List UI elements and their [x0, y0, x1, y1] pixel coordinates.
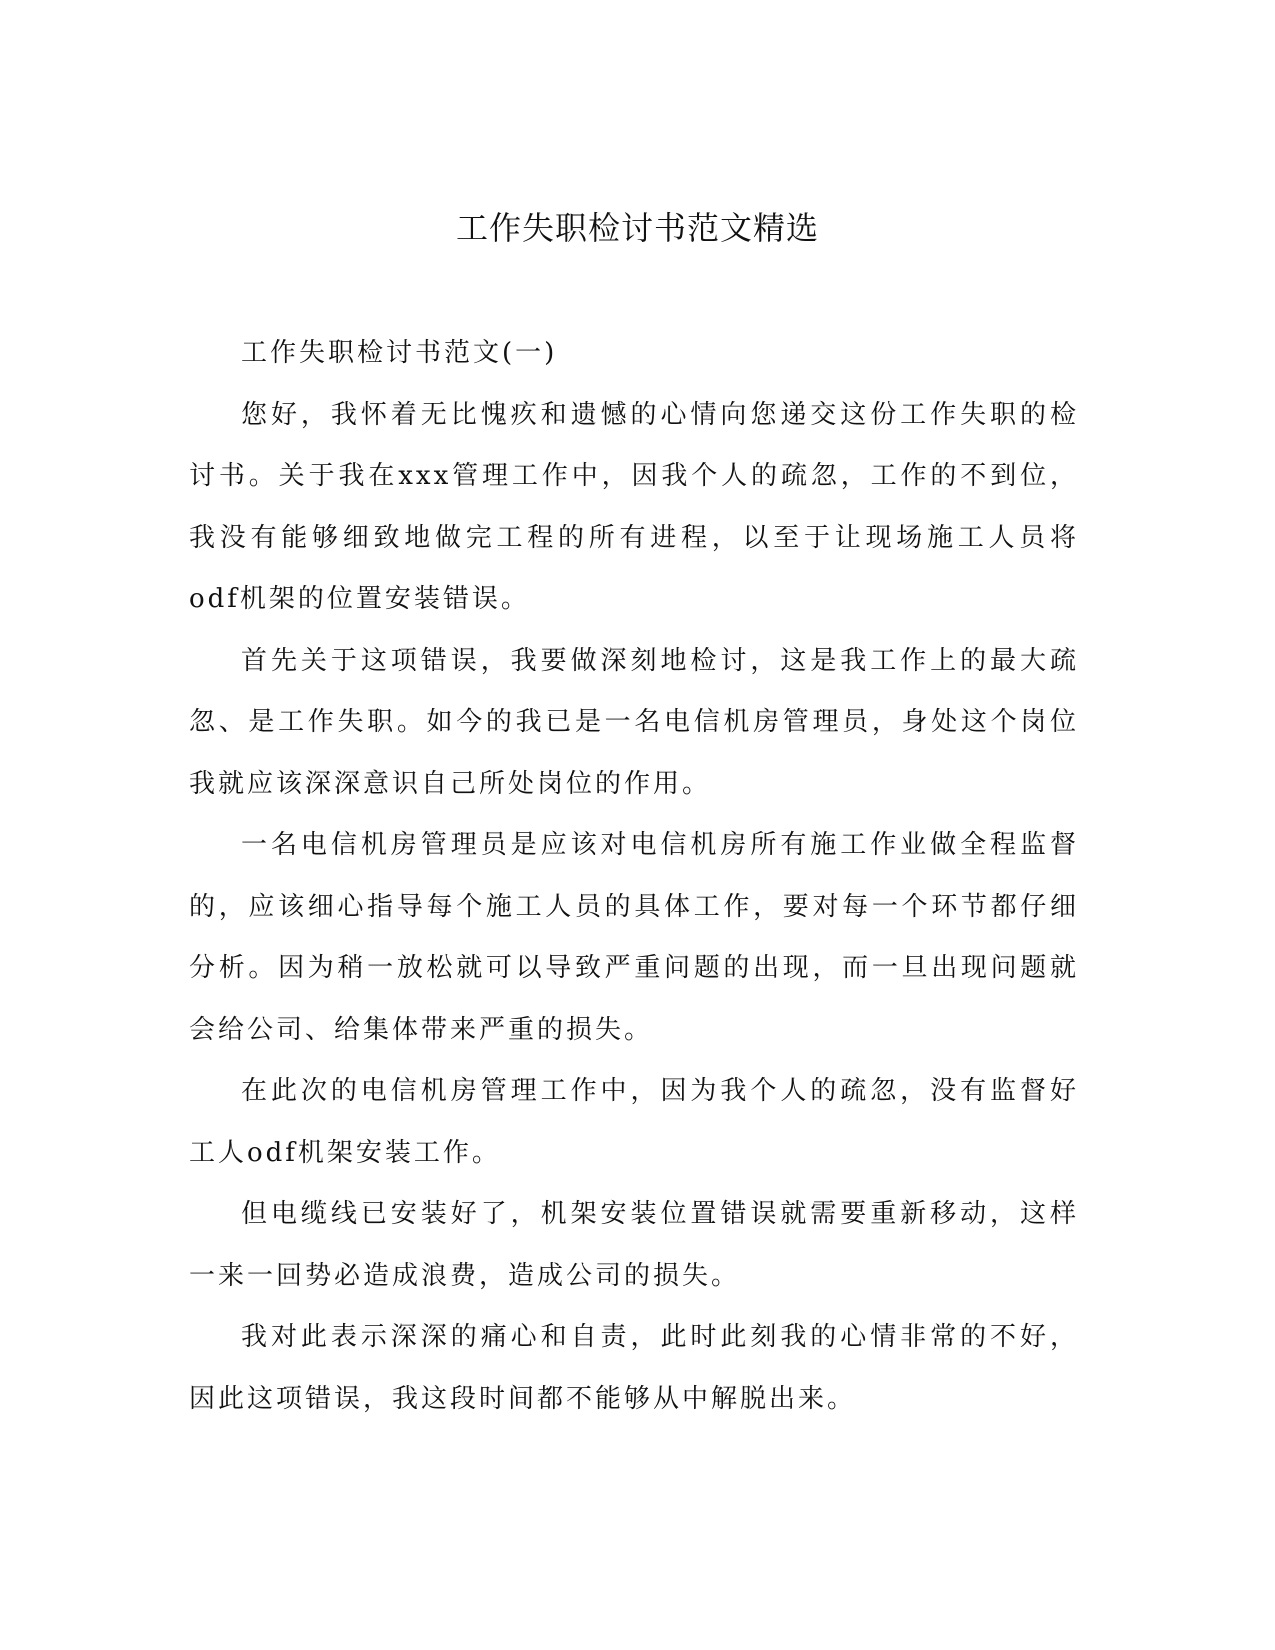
paragraph: 我对此表示深深的痛心和自责，此时此刻我的心情非常的不好，因此这项错误，我这段时间都不能够从中解脱出来。	[189, 1322, 1079, 1414]
paragraph: 一名电信机房管理员是应该对电信机房所有施工作业做全程监督的，应该细心指导每个施工人员的具体工作，要对每一个环节都仔细分析。因为稍一放松就可以导致严重问题的出现，而一旦出现问题就会给公司、给集体带来严重的损失。	[189, 830, 1079, 1045]
document-title: 工作失职检讨书范文精选	[455, 209, 819, 247]
paragraph-subtitle: 工作失职检讨书范文(一)	[241, 338, 558, 368]
paragraph: 首先关于这项错误，我要做深刻地检讨，这是我工作上的最大疏忽、是工作失职。如今的我已是一名电信机房管理员，身处这个岗位我就应该深深意识自己所处岗位的作用。	[189, 645, 1079, 799]
paragraph: 在此次的电信机房管理工作中，因为我个人的疏忽，没有监督好工人odf机架安装工作。	[189, 1076, 1079, 1168]
paragraph: 但电缆线已安装好了，机架安装位置错误就需要重新移动，这样一来一回势必造成浪费，造成公司的损失。	[189, 1199, 1079, 1291]
document-body	[189, 323, 1079, 1430]
paragraph: 您好，我怀着无比愧疚和遗憾的心情向您递交这份工作失职的检讨书。关于我在xxx管理工作中，因我个人的疏忽，工作的不到位，我没有能够细致地做完工程的所有进程，以至于让现场施工人员将odf机架的位置安装错误。	[189, 399, 1079, 614]
